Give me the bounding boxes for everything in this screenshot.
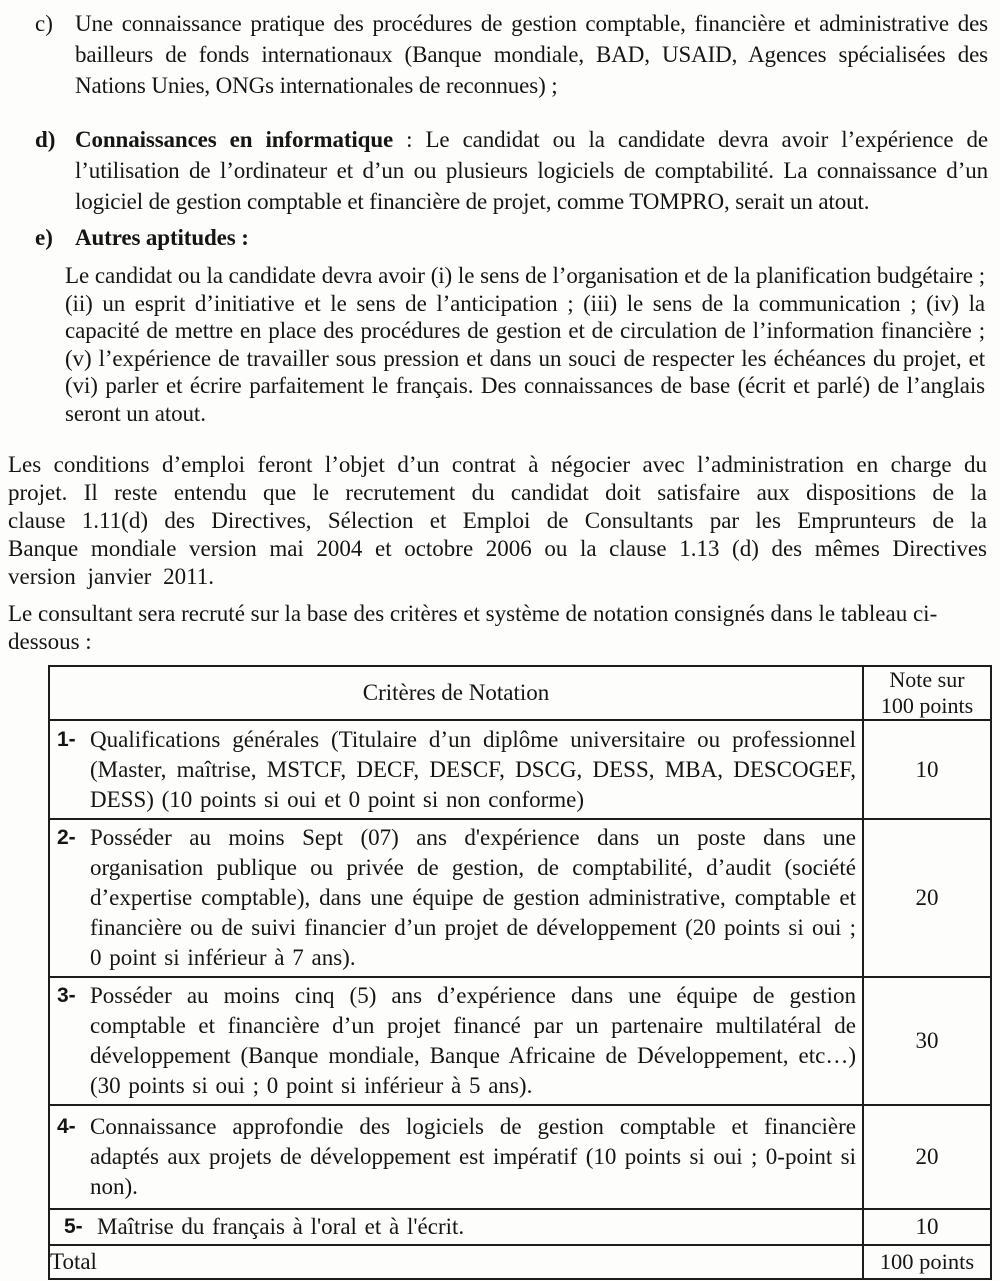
notation-table <box>48 665 992 1280</box>
list-marker-d: d) <box>35 127 56 152</box>
row-number-2: 2- <box>57 826 76 849</box>
note-cell-1: 10 <box>863 720 991 819</box>
list-item-e <box>35 222 988 253</box>
total-row <box>49 1245 991 1279</box>
note-cell-2: 20 <box>863 819 991 977</box>
row-text-5: Maîtrise du français à l'oral et à l'écrit. <box>97 1214 465 1239</box>
paragraph-aptitudes: Le candidat ou la candidate devra avoir (i) le sens de l’organisation et de la planification budgétaire ; (ii) un esprit d’initiative et le sens de l’anticipation ; (iii) le sens de la communication ; (iv) la capacité de mettre en place des procédures de gestion et de circulation de l’information financière ; (v) l’expérience de travailler sous pression et dans un souci de respecter les échéances du projet, et (vi) parler et écrire parfaitement le français. Des connaissances de base (écrit et parlé) de l’anglais seront un atout. <box>65 263 985 426</box>
row-number-4: 4- <box>57 1115 76 1138</box>
row-number-1: 1- <box>57 727 76 751</box>
list-text-d-bold: Connaissances en informatique <box>75 127 394 152</box>
criteria-cell-5 <box>49 1209 863 1245</box>
paragraph-consultant: Le consultant sera recruté sur la base des critères et système de notation consignés dans le tableau ci-dessous : <box>8 601 938 654</box>
list-marker-c: c) <box>35 11 53 36</box>
table-row <box>49 977 991 1105</box>
note-cell-4: 20 <box>863 1105 991 1209</box>
list-text-e: Autres aptitudes : <box>75 225 249 250</box>
row-text-2: Posséder au moins Sept (07) ans d'expérience dans un poste dans une organisation publique ou privée de gestion, de comptabilité, d’audit (société d’expertise comptable), dans une équipe de gestion administrative, comptable et financière ou de suivi financier d’un projet de développement (20 points si oui ; 0 point si inférieur à 7 ans). <box>90 825 856 970</box>
note-cell-5: 10 <box>863 1209 991 1245</box>
criteria-cell-3 <box>49 977 863 1105</box>
list-text-d <box>75 124 988 217</box>
total-value-cell: 100 points <box>863 1245 991 1279</box>
note-header-cell <box>863 666 991 720</box>
note-header-line1: Note sur <box>889 667 965 692</box>
list-item-c <box>35 0 988 101</box>
row-text-3: Posséder au moins cinq (5) ans d’expérience dans une équipe de gestion comptable et financière d’un projet financé par un partenaire multilatéral de développement (Banque mondiale, Banque Africaine de Développement, etc…) (30 points si oui ; 0 point si inférieur à 5 ans). <box>90 983 856 1098</box>
table-row <box>49 1209 991 1245</box>
total-label-cell: Total <box>49 1245 863 1279</box>
list-item-d <box>35 124 988 217</box>
row-number-3: 3- <box>57 984 76 1007</box>
table-row <box>49 1105 991 1209</box>
table-header-row <box>49 666 991 720</box>
criteria-cell-1 <box>49 720 863 819</box>
list-marker-e: e) <box>35 225 53 250</box>
table-row <box>49 720 991 819</box>
criteria-cell-4 <box>49 1105 863 1209</box>
criteria-header-cell: Critères de Notation <box>49 666 863 720</box>
note-cell-3: 30 <box>863 977 991 1105</box>
criteria-cell-2 <box>49 819 863 977</box>
row-text-1: Qualifications générales (Titulaire d’un diplôme universitaire ou professionnel (Master, maîtrise, MSTCF, DECF, DESCF, DSCG, DESS, MBA, DESCOGEF, DESS) (10 points si oui et 0 point si non conforme) <box>90 726 856 812</box>
list-text-c: Une connaissance pratique des procédures de gestion comptable, financière et administrative des bailleurs de fonds internationaux (Banque mondiale, BAD, USAID, Agences spécialisées des Nations Unies, ONGs internationales de reconnues) ; <box>75 11 988 98</box>
row-number-5: 5- <box>64 1215 83 1238</box>
row-text-4: Connaissance approfondie des logiciels de gestion comptable et financière adaptés aux projets de développement est impératif (10 points si oui ; 0-point si non). <box>90 1114 856 1199</box>
list-text-d-rest: : Le candidat ou la candidate devra avoir l’expérience de l’utilisation de l’ordinateur et d’un ou plusieurs logiciels de comptabilité. La connaissance d’un logiciel de gestion comptable et financière de projet, comme TOMPRO, serait un atout. <box>75 127 988 214</box>
table-row <box>49 819 991 977</box>
note-header-line2: 100 points <box>880 693 974 718</box>
paragraph-conditions: Les conditions d’emploi feront l’objet d’un contrat à négocier avec l’administration en charge du projet. Il reste entendu que le recrutement du candidat doit satisfaire aux dispositions de la clause 1.11(d) des Directives, Sélection et Emploi de Consultants par les Emprunteurs de la Banque mondiale version mai 2004 et octobre 2006 ou la clause 1.13 (d) des mêmes Directives version janvier 2011. <box>8 452 987 589</box>
